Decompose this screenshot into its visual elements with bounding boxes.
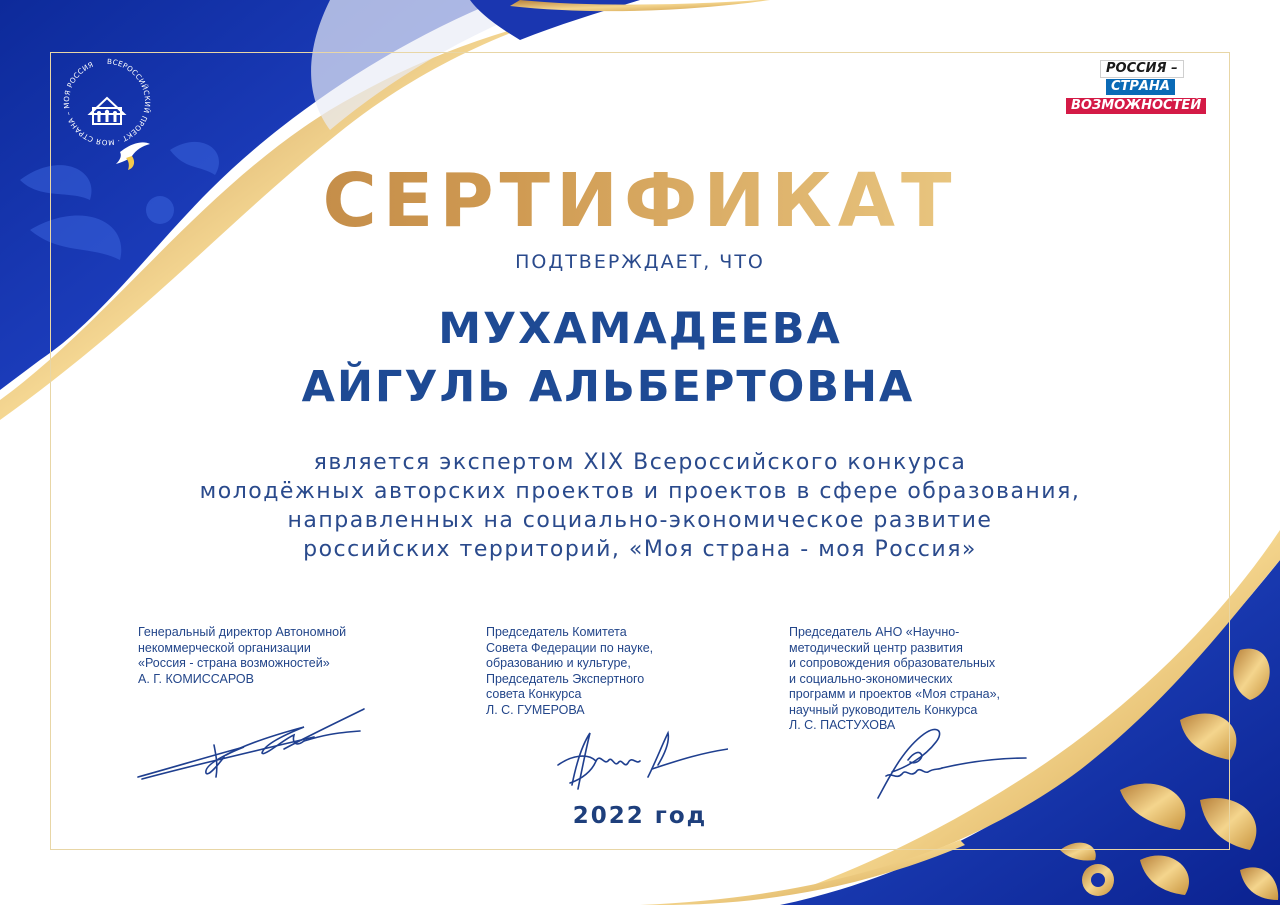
brand-logo-line-1: РОССИЯ – [1100,60,1184,78]
description-line: российских территорий, «Моя страна - моя Россия» [303,537,977,562]
signatory-line: Совета Федерации по науке, [486,640,654,655]
signatory-pastukhova [789,625,1000,734]
certificate-title: СЕРТИФИКАТ [0,158,1280,244]
recipient-surname: МУХАМАДЕЕВА [438,304,842,354]
signatory-line: некоммерческой организации [138,640,311,655]
signatory-line: совета Конкурса [486,687,582,701]
brand-logo-russia-land-of-opportunities [1066,60,1226,118]
brand-logo-line-2: СТРАНА [1106,79,1175,95]
signatory-line: Председатель Экспертного [486,671,645,686]
certificate-description [0,448,1280,564]
signatory-name: Л. С. ПАСТУХОВА [789,718,896,732]
signatory-komissarov [138,625,346,687]
signatory-line: «Россия - страна возможностей» [138,656,330,670]
signatory-line: и социально-экономических [789,671,953,686]
brand-logo-line-3: ВОЗМОЖНОСТЕЙ [1066,98,1206,114]
signatory-line: программ и проектов «Моя страна», [789,687,1000,701]
signatory-gumerova [486,625,653,718]
signature-pastukhova [868,720,1028,802]
signatory-line: научный руководитель Конкурса [789,702,978,717]
description-line: направленных на социально-экономическое развитие [287,508,993,533]
signatory-line: образованию и культуре, [486,656,631,670]
description-line: молодёжных авторских проектов и проектов в сфере образования, [199,479,1081,504]
signatory-line: Председатель Комитета [486,625,627,639]
certificate-subtitle: ПОДТВЕРЖДАЕТ, ЧТО [515,251,765,273]
signatory-name: Л. С. ГУМЕРОВА [486,702,585,717]
signatory-line: методический центр развития [789,640,963,655]
signatory-line: Председатель АНО «Научно- [789,625,960,639]
logo-ring-text: ВСЕРОССИЙСКИЙ ПРОЕКТ · МОЯ СТРАНА – МОЯ РОССИЯ [61,56,153,148]
certificate-year: 2022 год [572,803,708,829]
svg-text:ВСЕРОССИЙСКИЙ ПРОЕКТ · МОЯ СТР [62,57,152,147]
signatory-name: А. Г. КОМИССАРОВ [138,671,254,686]
signature-gumerova [552,725,728,795]
recipient-given-names: АЙГУЛЬ АЛЬБЕРТОВНА [301,362,915,412]
signature-komissarov [134,705,366,783]
signatory-line: Генеральный директор Автономной [138,625,347,639]
signatory-line: и сопровождения образовательных [789,656,996,670]
description-line: является экспертом XIX Всероссийского конкурса [313,450,967,475]
